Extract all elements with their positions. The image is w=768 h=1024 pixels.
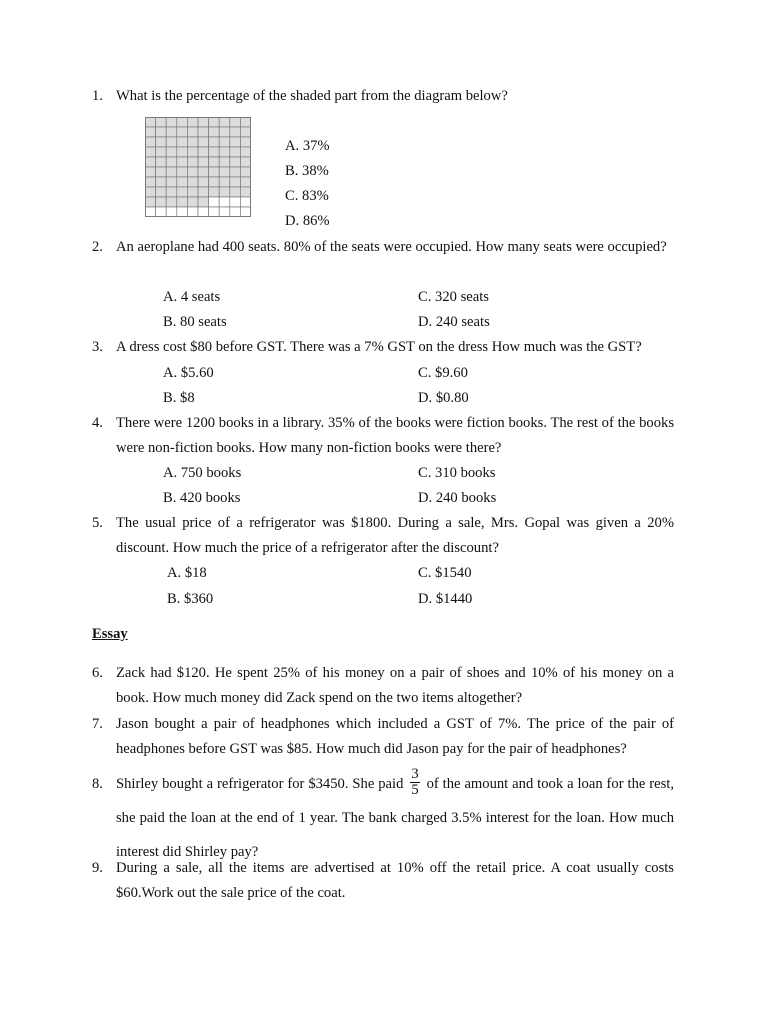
question-number: 2. <box>92 239 103 255</box>
option-d: D. 240 seats <box>418 314 490 330</box>
shaded-cell <box>187 117 198 127</box>
shaded-cell <box>177 127 188 137</box>
shaded-cell <box>187 137 198 147</box>
question-text-before: Shirley bought a refrigerator for $3450. She paid <box>116 776 404 792</box>
option-a: A. 4 seats <box>163 289 221 305</box>
shaded-cell <box>230 147 241 157</box>
shaded-cell <box>209 167 220 177</box>
shaded-cell <box>156 187 167 197</box>
shaded-cell <box>198 187 209 197</box>
shaded-cell <box>209 147 220 157</box>
fraction <box>410 767 419 798</box>
shaded-cell <box>240 127 251 137</box>
shaded-cell <box>156 167 167 177</box>
shaded-cell <box>187 187 198 197</box>
unshaded-cell <box>230 197 241 207</box>
question-number: 1. <box>92 88 103 104</box>
question-8 <box>92 767 674 869</box>
option-a: A. 750 books <box>163 465 242 481</box>
shaded-cell <box>177 147 188 157</box>
shaded-cell <box>209 157 220 167</box>
option-d: D. $0.80 <box>418 390 469 406</box>
question-text: There were 1200 books in a library. 35% of the books were fiction books. The rest of the books were non-fiction books. How many non-fiction books were there? <box>116 415 674 457</box>
fraction-numerator: 3 <box>411 766 419 783</box>
shaded-cell <box>240 167 251 177</box>
option-c: C. $1540 <box>418 565 472 581</box>
shaded-cell <box>230 117 241 127</box>
shaded-cell <box>156 127 167 137</box>
shaded-cell <box>177 197 188 207</box>
unshaded-cell <box>230 207 241 217</box>
option-d: D. 86% <box>285 213 330 229</box>
question-number: 6. <box>92 665 103 681</box>
question-text: Zack had $120. He spent 25% of his money on a pair of shoes and 10% of his money on a book. How much money did Zack spend on the two items altogether? <box>116 665 674 707</box>
shaded-cell <box>156 137 167 147</box>
shaded-cell <box>198 197 209 207</box>
unshaded-cell <box>209 207 220 217</box>
option-b: B. $8 <box>163 390 195 406</box>
shaded-cell <box>145 167 156 177</box>
option-c: C. 83% <box>285 188 329 204</box>
unshaded-cell <box>145 207 156 217</box>
shaded-cell <box>166 157 177 167</box>
shaded-cell <box>240 147 251 157</box>
question-number: 9. <box>92 860 103 876</box>
question-number: 7. <box>92 716 103 732</box>
shaded-cell <box>240 157 251 167</box>
shaded-cell <box>177 187 188 197</box>
question-text: Jason bought a pair of headphones which included a GST of 7%. The price of the pair of headphones before GST was $85. How much did Jason pay for the pair of headphones? <box>116 716 674 758</box>
option-c: C. $9.60 <box>418 365 468 381</box>
unshaded-cell <box>240 197 251 207</box>
question-number: 8. <box>92 776 103 792</box>
question-number: 5. <box>92 515 103 531</box>
question-4 <box>92 411 674 461</box>
question-text: A dress cost $80 before GST. There was a 7% GST on the dress How much was the GST? <box>116 339 642 355</box>
shaded-cell <box>177 177 188 187</box>
question-number: 4. <box>92 415 103 431</box>
shaded-cell <box>219 177 230 187</box>
shaded-cell <box>230 127 241 137</box>
option-b: B. $360 <box>167 591 214 607</box>
shaded-cell <box>145 127 156 137</box>
shaded-cell <box>198 137 209 147</box>
unshaded-cell <box>219 197 230 207</box>
question-7 <box>92 712 674 762</box>
shaded-cell <box>156 157 167 167</box>
shaded-cell <box>145 187 156 197</box>
shaded-cell <box>198 147 209 157</box>
unshaded-cell <box>219 207 230 217</box>
option-d: D. 240 books <box>418 490 497 506</box>
shaded-cell <box>219 147 230 157</box>
shaded-cell <box>187 177 198 187</box>
unshaded-cell <box>177 207 188 217</box>
question-text-after: of the amount and took a loan for the rest, she paid the loan at the end of 1 year. The bank charged 3.5% interest for the loan. How much interest did Shirley pay? <box>116 776 675 860</box>
shaded-cell <box>187 167 198 177</box>
option-b: B. 420 books <box>163 490 241 506</box>
shaded-cell <box>166 197 177 207</box>
unshaded-cell <box>156 207 167 217</box>
option-b: B. 38% <box>285 163 329 179</box>
shaded-cell <box>230 137 241 147</box>
shaded-cell <box>166 167 177 177</box>
shaded-cell <box>166 187 177 197</box>
shaded-cell <box>198 117 209 127</box>
shaded-cell <box>177 117 188 127</box>
shaded-cell <box>230 187 241 197</box>
shaded-cell <box>198 177 209 187</box>
shaded-cell <box>209 117 220 127</box>
question-1 <box>92 84 674 109</box>
option-b: B. 80 seats <box>163 314 227 330</box>
unshaded-cell <box>198 207 209 217</box>
option-a: A. $5.60 <box>163 365 214 381</box>
essay-heading: Essay <box>92 626 128 642</box>
question-2 <box>92 235 674 260</box>
unshaded-cell <box>240 207 251 217</box>
question-9 <box>92 856 674 906</box>
option-c: C. 310 books <box>418 465 496 481</box>
shaded-cell <box>166 177 177 187</box>
shaded-cell <box>209 127 220 137</box>
question-number: 3. <box>92 339 103 355</box>
unshaded-cell <box>166 207 177 217</box>
shaded-cell <box>219 167 230 177</box>
shaded-cell <box>166 127 177 137</box>
question-5 <box>92 511 674 561</box>
shaded-cell <box>209 177 220 187</box>
shaded-cell <box>198 157 209 167</box>
shaded-cell <box>187 127 198 137</box>
shaded-cell <box>209 187 220 197</box>
shaded-cell <box>177 167 188 177</box>
shaded-cell <box>198 127 209 137</box>
shaded-cell <box>230 157 241 167</box>
shaded-cell <box>156 117 167 127</box>
question-3 <box>92 335 674 360</box>
question-text: What is the percentage of the shaded part from the diagram below? <box>116 88 508 104</box>
fraction-denominator: 5 <box>411 782 419 799</box>
shaded-cell <box>145 157 156 167</box>
unshaded-cell <box>209 197 220 207</box>
shaded-cell <box>145 117 156 127</box>
question-text <box>116 767 674 869</box>
shaded-cell <box>156 177 167 187</box>
shaded-cell <box>240 187 251 197</box>
shaded-cell <box>240 137 251 147</box>
shaded-cell <box>156 197 167 207</box>
shaded-cell <box>219 157 230 167</box>
question-6 <box>92 661 674 711</box>
shaded-cell <box>230 177 241 187</box>
option-d: D. $1440 <box>418 591 473 607</box>
shaded-cell <box>187 157 198 167</box>
option-a: A. $18 <box>167 565 207 581</box>
shaded-cell <box>209 137 220 147</box>
shaded-cell <box>166 147 177 157</box>
shaded-cell <box>187 197 198 207</box>
option-a: A. 37% <box>285 138 330 154</box>
hundred-square-grid-diagram <box>145 117 251 217</box>
shaded-cell <box>145 137 156 147</box>
question-text: An aeroplane had 400 seats. 80% of the seats were occupied. How many seats were occupied? <box>116 239 667 255</box>
shaded-cell <box>177 137 188 147</box>
shaded-cell <box>166 117 177 127</box>
shaded-cell <box>219 127 230 137</box>
shaded-cell <box>219 137 230 147</box>
shaded-cell <box>198 167 209 177</box>
shaded-cell <box>219 117 230 127</box>
option-c: C. 320 seats <box>418 289 489 305</box>
question-text: The usual price of a refrigerator was $1800. During a sale, Mrs. Gopal was given a 20% discount. How much the price of a refrigerator after the discount? <box>116 515 674 557</box>
shaded-cell <box>145 197 156 207</box>
shaded-cell <box>166 137 177 147</box>
question-text: During a sale, all the items are advertised at 10% off the retail price. A coat usually costs $60.Work out the sale price of the coat. <box>116 860 674 902</box>
shaded-cell <box>230 167 241 177</box>
shaded-cell <box>145 147 156 157</box>
shaded-cell <box>240 117 251 127</box>
shaded-cell <box>219 187 230 197</box>
shaded-cell <box>145 177 156 187</box>
shaded-cell <box>240 177 251 187</box>
shaded-cell <box>187 147 198 157</box>
shaded-cell <box>177 157 188 167</box>
unshaded-cell <box>187 207 198 217</box>
shaded-cell <box>156 147 167 157</box>
